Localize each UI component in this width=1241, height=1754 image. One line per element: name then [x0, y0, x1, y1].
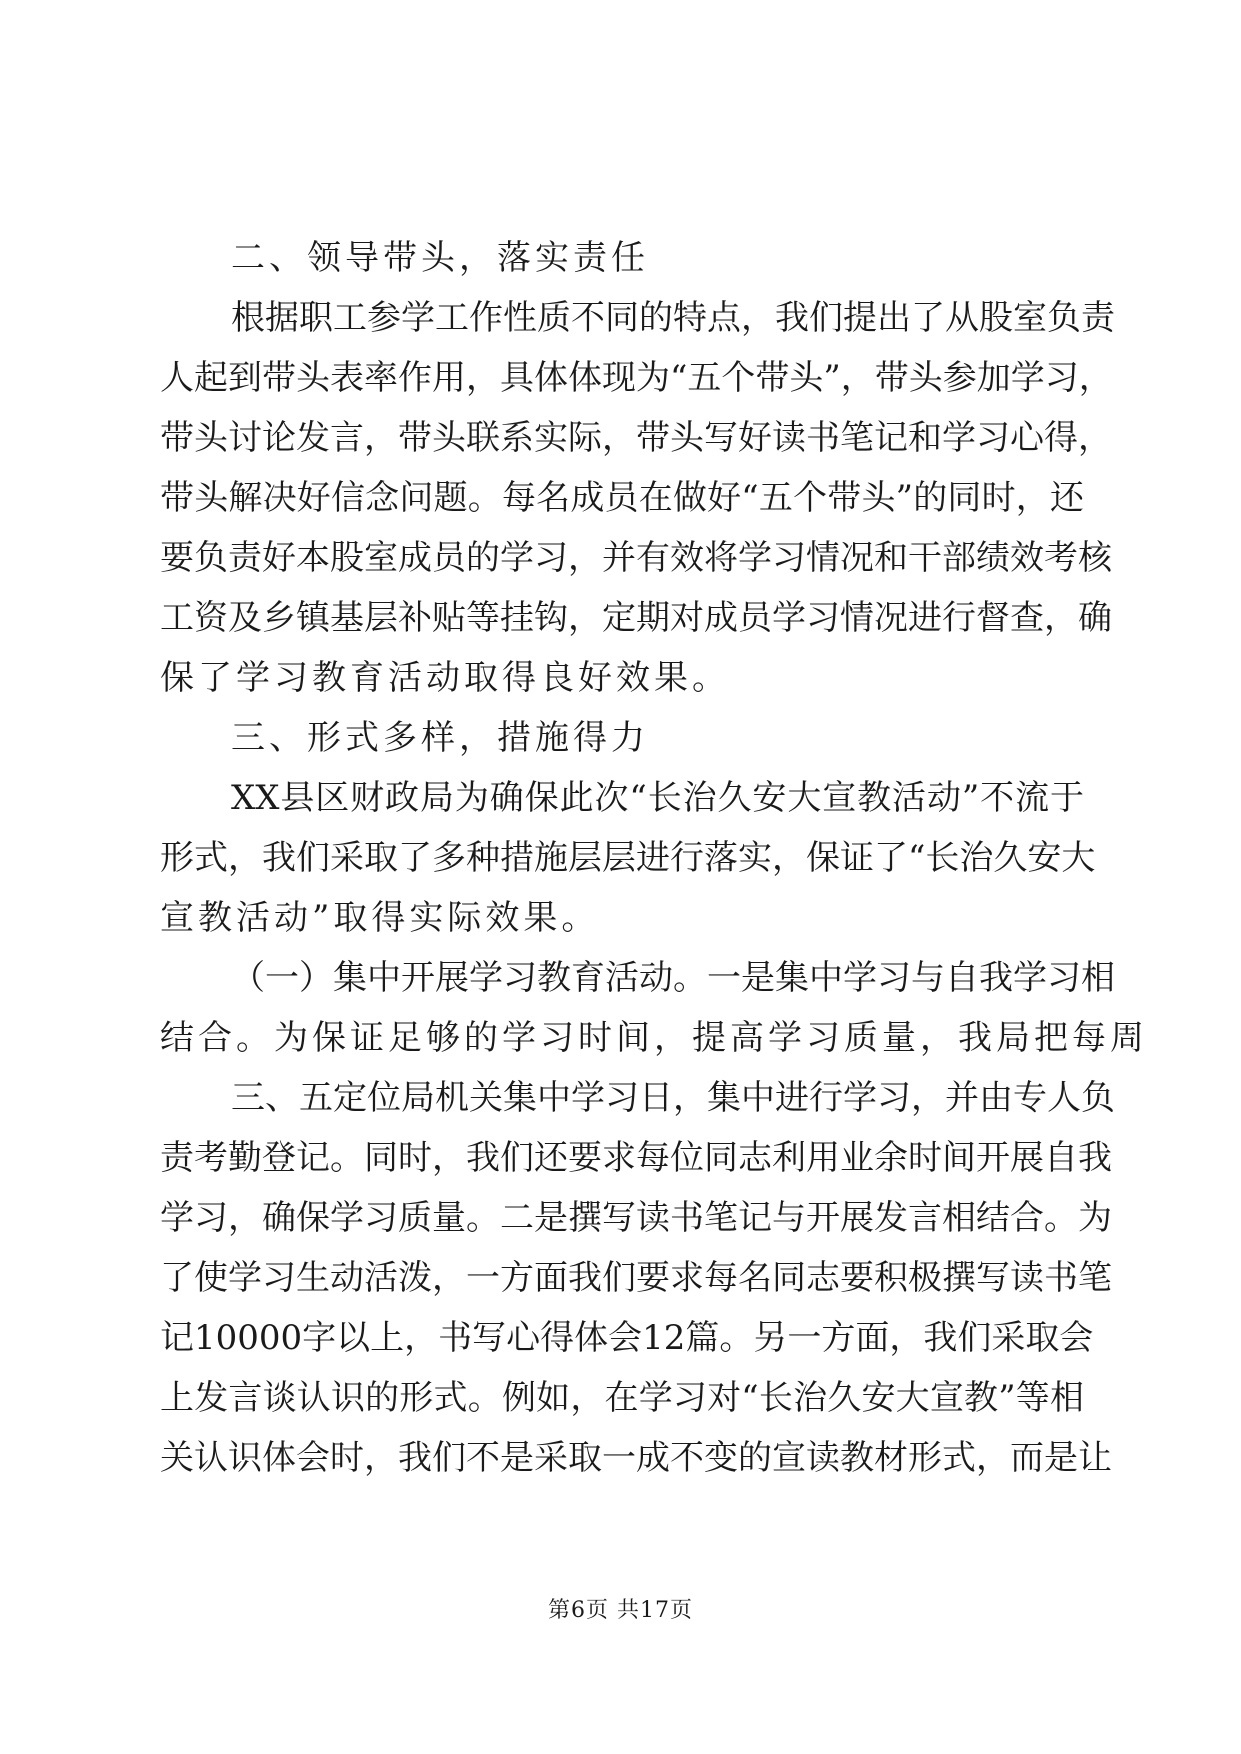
paragraph-line: 带头解决好信念问题。每名成员在做好“五个带头”的同时，还 [160, 478, 1084, 518]
paragraph-line: 要负责好本股室成员的学习，并有效将学习情况和干部绩效考核 [160, 538, 1112, 578]
paragraph-line: 人起到带头表率作用，具体体现为“五个带头”，带头参加学习， [160, 358, 1113, 398]
paragraph-line: 形式，我们采取了多种措施层层进行落实，保证了“长治久安大 [160, 838, 1096, 878]
paragraph-line: 保了学习教育活动取得良好效果。 [160, 658, 730, 698]
paragraph-line: 根据职工参学工作性质不同的特点，我们提出了从股室负责 [231, 298, 1115, 338]
paragraph-line: 结合。为保证足够的学习时间，提高学习质量，我局把每周 [160, 1018, 1148, 1058]
paragraph-line: 宣教活动”取得实际效果。 [160, 898, 600, 938]
page-number-footer: 第6页 共17页 [548, 1598, 693, 1623]
paragraph-line: （一）集中开展学习教育活动。一是集中学习与自我学习相 [231, 958, 1115, 998]
paragraph-line: 责考勤登记。同时，我们还要求每位同志利用业余时间开展自我 [160, 1138, 1112, 1178]
paragraph-line: 学习，确保学习质量。二是撰写读书笔记与开展发言相结合。为 [160, 1198, 1112, 1238]
paragraph-line: 上发言谈认识的形式。例如，在学习对“长治久安大宣教”等相 [160, 1378, 1084, 1418]
heading-section-3: 三、形式多样，措施得力 [231, 718, 649, 758]
paragraph-line: 了使学习生动活泼，一方面我们要求每名同志要积极撰写读书笔 [160, 1258, 1112, 1298]
heading-section-2: 二、领导带头，落实责任 [231, 238, 649, 278]
paragraph-line: 工资及乡镇基层补贴等挂钩，定期对成员学习情况进行督查，确 [160, 598, 1112, 638]
paragraph-line: 记10000字以上，书写心得体会12篇。另一方面，我们采取会 [160, 1318, 1094, 1358]
paragraph-line: 三、五定位局机关集中学习日，集中进行学习，并由专人负 [231, 1078, 1115, 1118]
paragraph-line: XX县区财政局为确保此次“长治久安大宣教活动”不流于 [231, 778, 1084, 818]
paragraph-line: 关认识体会时，我们不是采取一成不变的宣读教材形式，而是让 [160, 1438, 1112, 1478]
paragraph-line: 带头讨论发言，带头联系实际，带头写好读书笔记和学习心得， [160, 418, 1112, 458]
